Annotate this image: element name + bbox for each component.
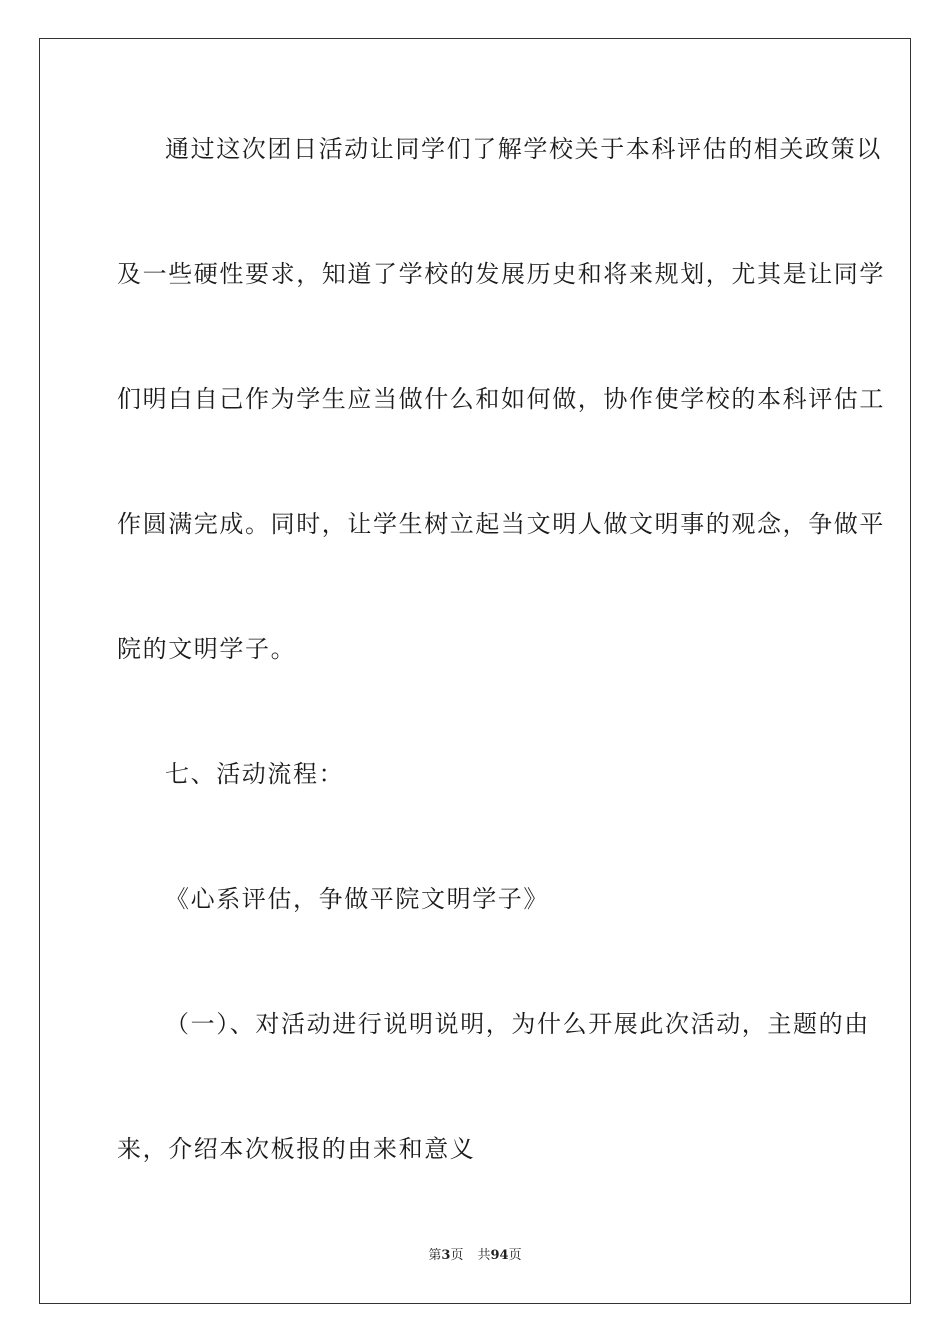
section-heading: 七、活动流程： <box>165 760 345 788</box>
body-text-line: 通过这次团日活动让同学们了解学校关于本科评估的相关政策以 <box>165 135 882 163</box>
body-text-line: 院的文明学子。 <box>117 635 297 663</box>
footer-page-number: 3 <box>441 1248 451 1263</box>
body-text-line: 们明白自己作为学生应当做什么和如何做，协作使学校的本科评估工 <box>117 385 885 413</box>
page-border <box>39 38 911 1304</box>
body-text-line: 及一些硬性要求，知道了学校的发展历史和将来规划，尤其是让同学 <box>117 260 885 288</box>
footer-page-suffix: 页 <box>450 1248 464 1263</box>
body-text-line: （一）、对活动进行说明说明，为什么开展此次活动，主题的由 <box>165 1010 870 1038</box>
body-text-line: 作圆满完成。同时，让学生树立起当文明人做文明事的观念，争做平 <box>117 510 885 538</box>
footer-total-prefix: 共 <box>477 1248 491 1263</box>
footer-total-pages: 94 <box>490 1248 509 1263</box>
body-text-line: 来，介绍本次板报的由来和意义 <box>117 1135 476 1163</box>
activity-title: 《心系评估，争做平院文明学子》 <box>165 885 549 913</box>
page-footer <box>0 1247 950 1265</box>
footer-page-prefix: 第 <box>428 1248 442 1263</box>
footer-total-suffix: 页 <box>508 1248 522 1263</box>
